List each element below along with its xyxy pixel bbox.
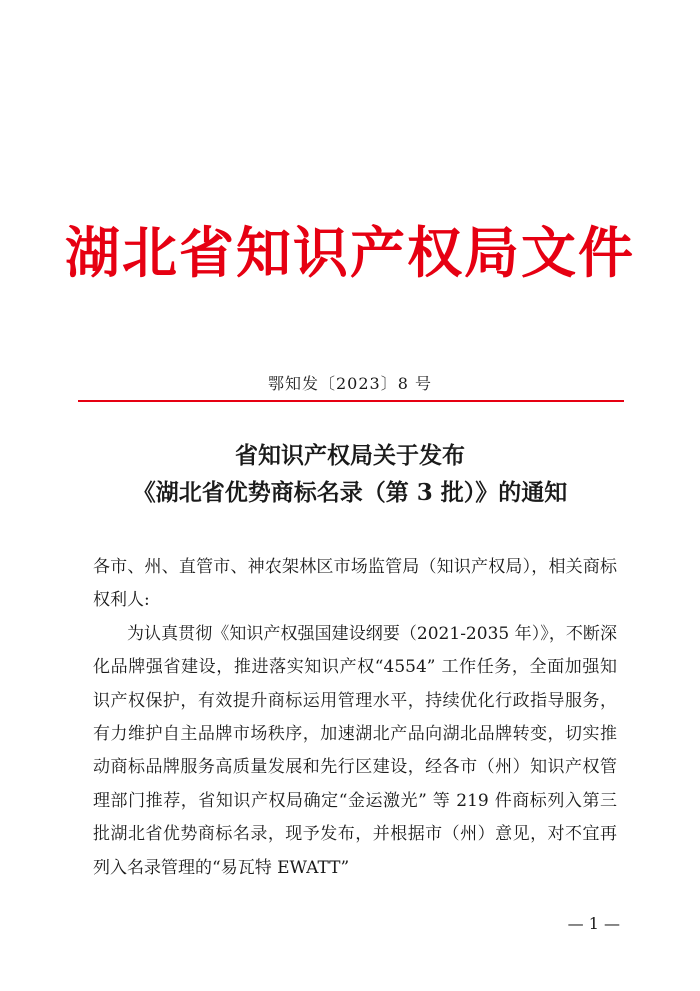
body-paragraph: 为认真贯彻《知识产权强国建设纲要（2021-2035 年）》，不断深化品牌强省建设，推进落实知识产权“4554” 工作任务，全面加强知识产权保护，有效提升商标运用管理水平，持续优化行政指导服务，有力维护自主品牌市场秩序，加速湖北产品向湖北品牌转变，切实推动商标品牌服务高质量发展和先行区建设，经各市（州）知识产权管理部门推荐，省知识产权局确定“金运激光” 等 219 件商标列入第三批湖北省优势商标名录，现予发布，并根据市（州）意见，对不宜再列入名录管理的“易瓦特 EWATT” [93, 623, 617, 878]
notice-title-line-1: 省知识产权局关于发布 [235, 442, 465, 469]
document-body [93, 551, 617, 885]
document-number: 鄂知发〔2023〕8 号 [268, 374, 432, 393]
addressee-paragraph: 各市、州、直管市、神农架林区市场监管局（知识产权局），相关商标权利人: [93, 557, 617, 611]
notice-title-line-2: 《湖北省优势商标名录（第 3 批）》的通知 [132, 479, 568, 506]
page-number: — 1 — [567, 914, 620, 933]
red-divider-line [78, 400, 624, 402]
document-masthead: 湖北省知识产权局文件 [64, 221, 635, 285]
